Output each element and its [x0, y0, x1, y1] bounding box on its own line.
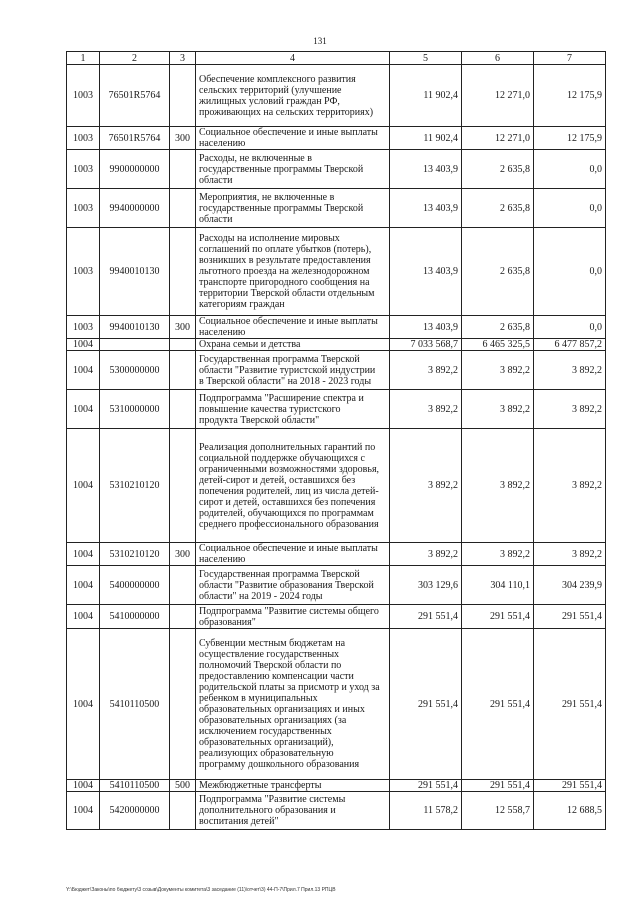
target-article-cell: 9900000000	[100, 150, 170, 189]
expense-type-cell: 300	[170, 127, 196, 150]
description-cell: Охрана семьи и детства	[196, 339, 390, 351]
target-article-cell: 5400000000	[100, 566, 170, 605]
target-article-cell: 5410110500	[100, 780, 170, 792]
expense-type-cell	[170, 605, 196, 629]
description-cell: Обеспечение комплексного развития сельских территорий (улучшение жилищных условий граждан РФ, проживающих на сельских территориях)	[196, 65, 390, 127]
section-code-cell: 1004	[67, 566, 100, 605]
expense-type-cell	[170, 792, 196, 830]
description-cell: Подпрограмма "Расширение спектра и повышение качества туристского продукта Тверской области"	[196, 390, 390, 429]
section-code-cell: 1003	[67, 316, 100, 339]
amount-year1-cell: 3 892,2	[390, 429, 462, 543]
expense-type-cell: 300	[170, 316, 196, 339]
table-row	[67, 65, 606, 127]
amount-year2-cell: 3 892,2	[462, 390, 534, 429]
header-cell-6: 6	[462, 52, 534, 65]
page-number: 131	[313, 36, 327, 46]
amount-year1-cell: 291 551,4	[390, 605, 462, 629]
table-header-row	[67, 52, 606, 65]
section-code-cell: 1004	[67, 390, 100, 429]
amount-year1-cell: 7 033 568,7	[390, 339, 462, 351]
file-path-footer: Y:\Бюджет\Законы\по бюджету\3 созыв\Документы комитета\3 заседание (11)\отчет\3) 44-П-7\Прил.7 Прил.13 РПЦВ	[66, 887, 336, 893]
section-code-cell: 1003	[67, 127, 100, 150]
section-code-cell: 1004	[67, 351, 100, 390]
target-article-cell: 5410000000	[100, 605, 170, 629]
amount-year3-cell: 12 688,5	[534, 792, 606, 830]
table-row	[67, 189, 606, 228]
expense-type-cell	[170, 351, 196, 390]
target-article-cell: 9940010130	[100, 316, 170, 339]
amount-year2-cell: 2 635,8	[462, 150, 534, 189]
amount-year3-cell: 12 175,9	[534, 65, 606, 127]
amount-year1-cell: 303 129,6	[390, 566, 462, 605]
description-cell: Социальное обеспечение и иные выплаты населению	[196, 316, 390, 339]
amount-year3-cell: 291 551,4	[534, 605, 606, 629]
table-row	[67, 429, 606, 543]
amount-year3-cell: 12 175,9	[534, 127, 606, 150]
amount-year2-cell: 12 271,0	[462, 127, 534, 150]
description-cell: Подпрограмма "Развитие системы дополнительного образования и воспитания детей"	[196, 792, 390, 830]
description-cell: Социальное обеспечение и иные выплаты населению	[196, 127, 390, 150]
target-article-cell: 76501R5764	[100, 65, 170, 127]
amount-year1-cell: 13 403,9	[390, 189, 462, 228]
target-article-cell: 5420000000	[100, 792, 170, 830]
target-article-cell: 5310210120	[100, 429, 170, 543]
description-cell: Подпрограмма "Развитие системы общего образования"	[196, 605, 390, 629]
table-row	[67, 316, 606, 339]
amount-year2-cell: 2 635,8	[462, 189, 534, 228]
target-article-cell: 5410110500	[100, 629, 170, 780]
amount-year1-cell: 13 403,9	[390, 150, 462, 189]
expense-type-cell	[170, 429, 196, 543]
amount-year2-cell: 291 551,4	[462, 605, 534, 629]
section-code-cell: 1003	[67, 65, 100, 127]
expense-type-cell: 500	[170, 780, 196, 792]
section-code-cell: 1004	[67, 605, 100, 629]
description-cell: Государственная программа Тверской области "Развитие туристской индустрии в Тверской области" на 2018 - 2023 годы	[196, 351, 390, 390]
amount-year2-cell: 291 551,4	[462, 629, 534, 780]
expense-type-cell	[170, 65, 196, 127]
amount-year3-cell: 3 892,2	[534, 390, 606, 429]
target-article-cell: 5300000000	[100, 351, 170, 390]
amount-year1-cell: 3 892,2	[390, 390, 462, 429]
description-cell: Расходы на исполнение мировых соглашений по оплате убытков (потерь), возникших в результате предоставления льготного проезда на железнодорожном транспорте пригородного сообщения на территории Тверской области отдельным категориям граждан	[196, 228, 390, 316]
target-article-cell: 5310000000	[100, 390, 170, 429]
target-article-cell: 76501R5764	[100, 127, 170, 150]
table-row	[67, 780, 606, 792]
description-cell: Расходы, не включенные в государственные программы Тверской области	[196, 150, 390, 189]
amount-year2-cell: 2 635,8	[462, 316, 534, 339]
section-code-cell: 1004	[67, 543, 100, 566]
amount-year3-cell: 3 892,2	[534, 429, 606, 543]
amount-year3-cell: 6 477 857,2	[534, 339, 606, 351]
description-cell: Государственная программа Тверской области "Развитие образования Тверской области" на 2019 - 2024 годы	[196, 566, 390, 605]
amount-year3-cell: 291 551,4	[534, 780, 606, 792]
amount-year3-cell: 304 239,9	[534, 566, 606, 605]
amount-year2-cell: 304 110,1	[462, 566, 534, 605]
table-row	[67, 543, 606, 566]
header-cell-5: 5	[390, 52, 462, 65]
expense-type-cell	[170, 339, 196, 351]
description-cell: Межбюджетные трансферты	[196, 780, 390, 792]
amount-year1-cell: 291 551,4	[390, 780, 462, 792]
amount-year1-cell: 11 578,2	[390, 792, 462, 830]
header-cell-3: 3	[170, 52, 196, 65]
section-code-cell: 1003	[67, 150, 100, 189]
budget-table-body	[67, 52, 606, 830]
table-row	[67, 339, 606, 351]
amount-year2-cell: 291 551,4	[462, 780, 534, 792]
target-article-cell: 9940000000	[100, 189, 170, 228]
amount-year1-cell: 3 892,2	[390, 351, 462, 390]
amount-year3-cell: 0,0	[534, 189, 606, 228]
amount-year1-cell: 11 902,4	[390, 127, 462, 150]
target-article-cell: 5310210120	[100, 543, 170, 566]
expense-type-cell	[170, 566, 196, 605]
amount-year2-cell: 3 892,2	[462, 543, 534, 566]
amount-year2-cell: 3 892,2	[462, 429, 534, 543]
expense-type-cell: 300	[170, 543, 196, 566]
amount-year1-cell: 13 403,9	[390, 316, 462, 339]
header-cell-1: 1	[67, 52, 100, 65]
description-cell: Мероприятия, не включенные в государственные программы Тверской области	[196, 189, 390, 228]
section-code-cell: 1004	[67, 780, 100, 792]
amount-year2-cell: 12 271,0	[462, 65, 534, 127]
expense-type-cell	[170, 228, 196, 316]
amount-year2-cell: 3 892,2	[462, 351, 534, 390]
amount-year3-cell: 3 892,2	[534, 351, 606, 390]
header-cell-4: 4	[196, 52, 390, 65]
target-article-cell	[100, 339, 170, 351]
amount-year1-cell: 291 551,4	[390, 629, 462, 780]
amount-year3-cell: 0,0	[534, 316, 606, 339]
section-code-cell: 1003	[67, 189, 100, 228]
table-row	[67, 605, 606, 629]
description-cell: Субвенции местным бюджетам на осуществление государственных полномочий Тверской области по предоставлению компенсации части родительской платы за присмотр и уход за ребенком в муниципальных образовательных организациях и иных образовательных организациях (за исключением государственных образовательных организаций), реализующих образовательную программу дошкольного образования	[196, 629, 390, 780]
table-row	[67, 127, 606, 150]
amount-year3-cell: 3 892,2	[534, 543, 606, 566]
section-code-cell: 1003	[67, 228, 100, 316]
amount-year1-cell: 13 403,9	[390, 228, 462, 316]
amount-year3-cell: 291 551,4	[534, 629, 606, 780]
table-row	[67, 792, 606, 830]
amount-year1-cell: 3 892,2	[390, 543, 462, 566]
amount-year2-cell: 2 635,8	[462, 228, 534, 316]
table-row	[67, 629, 606, 780]
amount-year2-cell: 12 558,7	[462, 792, 534, 830]
section-code-cell: 1004	[67, 429, 100, 543]
expense-type-cell	[170, 189, 196, 228]
amount-year3-cell: 0,0	[534, 228, 606, 316]
expense-type-cell	[170, 150, 196, 189]
amount-year2-cell: 6 465 325,5	[462, 339, 534, 351]
budget-table	[66, 51, 606, 830]
header-cell-2: 2	[100, 52, 170, 65]
section-code-cell: 1004	[67, 339, 100, 351]
amount-year3-cell: 0,0	[534, 150, 606, 189]
amount-year1-cell: 11 902,4	[390, 65, 462, 127]
table-row	[67, 390, 606, 429]
table-row	[67, 351, 606, 390]
expense-type-cell	[170, 629, 196, 780]
table-row	[67, 228, 606, 316]
table-row	[67, 150, 606, 189]
section-code-cell: 1004	[67, 792, 100, 830]
section-code-cell: 1004	[67, 629, 100, 780]
description-cell: Социальное обеспечение и иные выплаты населению	[196, 543, 390, 566]
target-article-cell: 9940010130	[100, 228, 170, 316]
expense-type-cell	[170, 390, 196, 429]
header-cell-7: 7	[534, 52, 606, 65]
table-row	[67, 566, 606, 605]
description-cell: Реализация дополнительных гарантий по социальной поддержке обучающихся с ограниченными возможностями здоровья, детей-сирот и детей, оставшихся без попечения родителей, лиц из числа детей- сирот и детей, оставшихся без попечения родителей, обучающихся по программам среднего профессионального образования	[196, 429, 390, 543]
